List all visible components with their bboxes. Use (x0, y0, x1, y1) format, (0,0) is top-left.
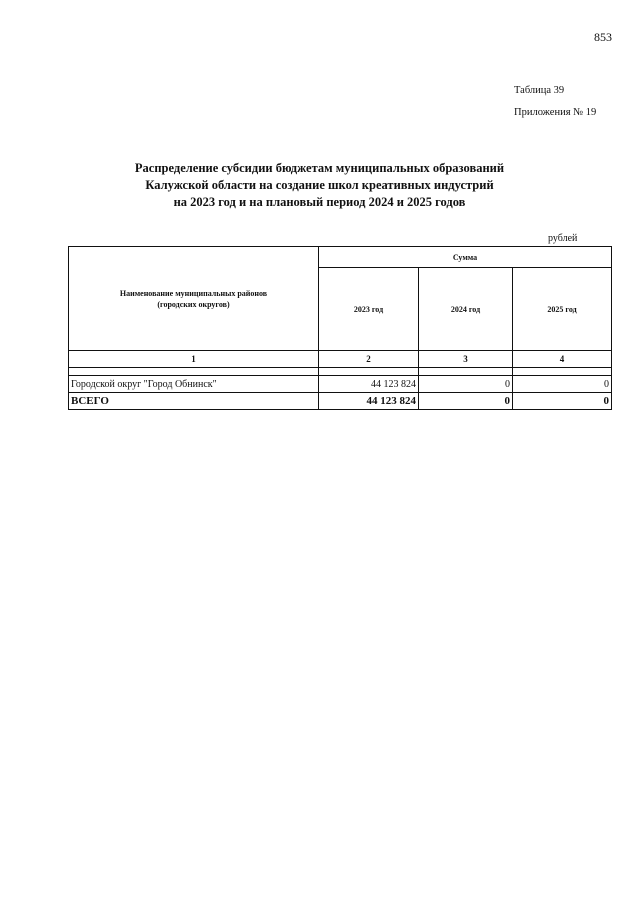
table-reference: Таблица 39 (514, 85, 565, 96)
spacer-row (69, 368, 612, 376)
municipality-name: Городской округ "Город Обнинск" (69, 376, 319, 393)
total-row (69, 393, 612, 410)
column-number: 2 (319, 351, 419, 368)
unit-label: рублей (548, 233, 578, 244)
total-2024: 0 (419, 393, 513, 410)
header-name-line: Наименование муниципальных районов (119, 288, 268, 298)
column-number: 1 (69, 351, 319, 368)
value-2025: 0 (513, 376, 612, 393)
title-line: Калужской области на создание школ креативных индустрий (145, 178, 494, 192)
header-year-2025: 2025 год (513, 268, 612, 351)
header-municipality-name (69, 247, 319, 351)
value-2023: 44 123 824 (319, 376, 419, 393)
header-year-2023: 2023 год (319, 268, 419, 351)
column-number: 3 (419, 351, 513, 368)
appendix-reference: Приложения № 19 (514, 107, 597, 118)
title-line: Распределение субсидии бюджетам муниципальных образований (134, 161, 505, 175)
subsidy-table (68, 246, 612, 410)
header-year-2024: 2024 год (419, 268, 513, 351)
total-2023: 44 123 824 (319, 393, 419, 410)
document-title (0, 160, 639, 211)
total-label: ВСЕГО (69, 393, 319, 410)
column-number: 4 (513, 351, 612, 368)
header-name-line: (городских округов) (157, 299, 230, 309)
header-sum: Сумма (319, 247, 612, 268)
title-line: на 2023 год и на плановый период 2024 и 2025 годов (173, 195, 466, 209)
page-number: 853 (594, 30, 612, 44)
total-2025: 0 (513, 393, 612, 410)
table-row (69, 376, 612, 393)
value-2024: 0 (419, 376, 513, 393)
